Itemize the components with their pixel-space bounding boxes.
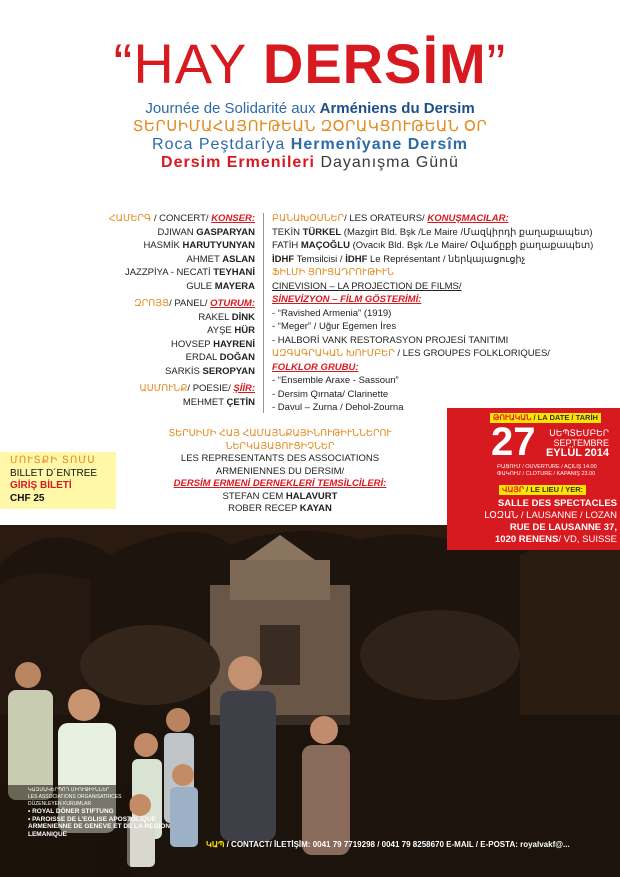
representatives-tr: DERSİM ERMENİ DERNEKLERİ TEMSİLCİLERİ: xyxy=(173,478,387,489)
subtitle-turkish: Dersim Ermenileri Dayanışma Günü xyxy=(161,154,459,171)
film-heading-armenian: ՖԻԼՄԻ ՑՈՒՑԱԴՐՈՒԹԻՒՆ xyxy=(272,267,394,278)
folklore-heading-turkish: FOLKLOR GRUBU: xyxy=(272,361,359,373)
ticket-price: CHF 25 xyxy=(10,492,45,504)
event-info-box xyxy=(447,408,620,550)
folklore-heading: ԱԶԳԱԳՐԱԿԱՆ ԽՈՒՄԲԵՐ / LES GROUPES FOLKLORIQUES/ xyxy=(272,348,550,359)
orators-heading: ԲԱՆԱԽՕՍՆԵՐ/ LES ORATEURS/ KONUŞMACILAR: xyxy=(272,213,509,224)
event-month: ՍԵՊՏԵՄԲԵՐ SEPTEMBRE EYLÜL 2014 xyxy=(545,428,609,459)
event-times: ԲԱՑՈՒՄ / OUVERTURE / AÇILIŞ 14.00 ՓԱԿՈՒՄ / CLOTURE / KAPANIŞ 23.00 xyxy=(497,464,597,477)
ticket-price-box: ՄՈՒՏՔԻ ՏՈՄՍ BILLET D´ENTREE GİRİŞ BİLETİ CHF 25 xyxy=(0,452,116,509)
orator: FATİH MAÇOĞLU (Ovacık Bld. Bşk /Le Maire/ Օվաճըքի քաղաքապետ) xyxy=(272,240,594,251)
panel-speaker: SARKİS SEROPYAN xyxy=(165,365,255,377)
phone-number: 0041 79 7719298 xyxy=(312,840,375,849)
email-address: royalvakf@... xyxy=(520,840,570,849)
program-right-column xyxy=(272,212,594,415)
poetry-heading: ԱՍՄՈՒՆՔ/ POESIE/ ŞİİR: xyxy=(139,383,255,394)
date-label: ԹՈՒԱԿԱՆ / LA DATE / TARİH xyxy=(490,413,601,423)
representative: ROBER RECEP KAYAN xyxy=(228,503,332,514)
panel-speaker: AYŞE HÜR xyxy=(207,325,255,336)
film-item: - “Ravished Armenia” (1919) xyxy=(272,307,392,319)
place-label: ՎԱՅՐ / LE LIEU / YER: xyxy=(499,485,586,495)
film-item: - HALBORİ VANK RESTORASYON PROJESİ TANITIMI xyxy=(272,334,509,346)
panel-speaker: RAKEL DİNK xyxy=(198,311,255,323)
organizers-block: ԿԱԶՄԱԿԵՐՊՈՂ ՄԻՈՒԹԻՒՆՆԵՐ LES ASSOCIATIONS ORGANISATRICES DÜZENLEYEN KURUMLAR • ROYAL DÖNER STIFTUNG • PAROISSE DE L’EGLISE APOSTOLIQUE ARMENIENNE DE GENEVE ET DE LA REGION LEMANIQUE xyxy=(28,787,171,838)
column-divider xyxy=(263,213,264,413)
phone-number: 0041 79 8258670 xyxy=(381,840,444,849)
event-day: 27 xyxy=(491,420,536,464)
performer: HASMİK HARUTYUNYAN xyxy=(143,240,255,251)
folklore-item: - “Ensemble Araxe - Sassoun” xyxy=(272,375,399,386)
panel-heading: ԶՐՈՅՑ/ PANEL/ OTURUM: xyxy=(134,298,255,309)
orator: TEKİN TÜRKEL (Mazgirt Bld. Bşk /Le Maire /Մազկիրդի քաղաքապետ) xyxy=(272,226,593,238)
subtitle-french: Journée de Solidarité aux Arméniens du Dersim xyxy=(145,100,475,117)
film-heading-turkish: SİNEVİZYON – FİLM GÖSTERİMİ: xyxy=(272,294,422,305)
program-left-column xyxy=(60,212,255,409)
representatives-fr: ARMENIENNES DU DERSIM/ xyxy=(215,465,345,477)
performer: DJIWAN GASPARYAN xyxy=(157,226,255,238)
orator: İDHF Temsilcisi / İDHF Le Représentant / ներկայացուցիչ xyxy=(272,253,526,265)
poet: MEHMET ÇETİN xyxy=(182,396,255,408)
performer: JAZZPİYA - NECATİ TEYHANİ xyxy=(124,267,255,278)
representative: STEFAN CEM HALAVURT xyxy=(222,490,338,502)
venue-address: SALLE DES SPECTACLES ԼՕԶԱՆ / LAUSANNE / LOZAN RUE DE LAUSANNE 37, 1020 RENENS/ VD, SUISSE xyxy=(484,498,617,545)
panel-speaker: ERDAL DOĞAN xyxy=(185,352,255,363)
performer: AHMET ASLAN xyxy=(186,253,255,265)
folklore-item: - Davul – Zurna / Dehol-Zourna xyxy=(272,402,404,413)
subtitle-armenian: ՏԵՐՍԻՄԱՀԱՅՈՒԹԵԱՆ ԶՕՐԱԿՑՈՒԹԵԱՆ ՕՐ xyxy=(132,118,488,135)
representatives-fr: LES REPRESENTANTS DES ASSOCIATIONS xyxy=(180,453,380,464)
film-item: - “Meger” / Uğur Egemen İres xyxy=(272,321,397,332)
poster-title: “HAY DERSİM” xyxy=(113,32,507,95)
contact-line: ԿԱՊ / CONTACT/ İLETİŞİM: 0041 79 7719298 / 0041 79 8258670 E-MAIL / E-POSTA: royalvakf@... xyxy=(206,840,570,849)
representatives-block: ՏԵՐՍԻՄԻ ՀԱՅ ՀԱՄԱՅՆՔԱՅԻՆՈՒԹԻՒՆՆԵՐՈՒ ՆԵՐԿԱՅԱՑՈՒՑԻՉՆԵՐ LES REPRESENTANTS DES ASSOCIATIONS ARMENIENNES DU DERSIM/ DERSİM ERMENİ DERNEKLERİ TEMSİLCİLERİ: STEFAN CEM HALAVURT ROBER RECEP KAYAN xyxy=(150,428,410,516)
subtitle-zazaki: Roca Peştdarîya Hermenîyane Dersîm xyxy=(152,136,468,153)
panel-speaker: HOVSEP HAYRENİ xyxy=(171,338,255,350)
film-heading-french: CINEVISION – LA PROJECTION DE FILMS/ xyxy=(272,280,462,292)
folklore-item: - Dersim Qırnata/ Clarinette xyxy=(272,388,389,400)
performer: GULE MAYERA xyxy=(186,280,255,292)
concert-heading: ՀԱՄԵՐԳ / CONCERT/ KONSER: xyxy=(108,213,255,224)
